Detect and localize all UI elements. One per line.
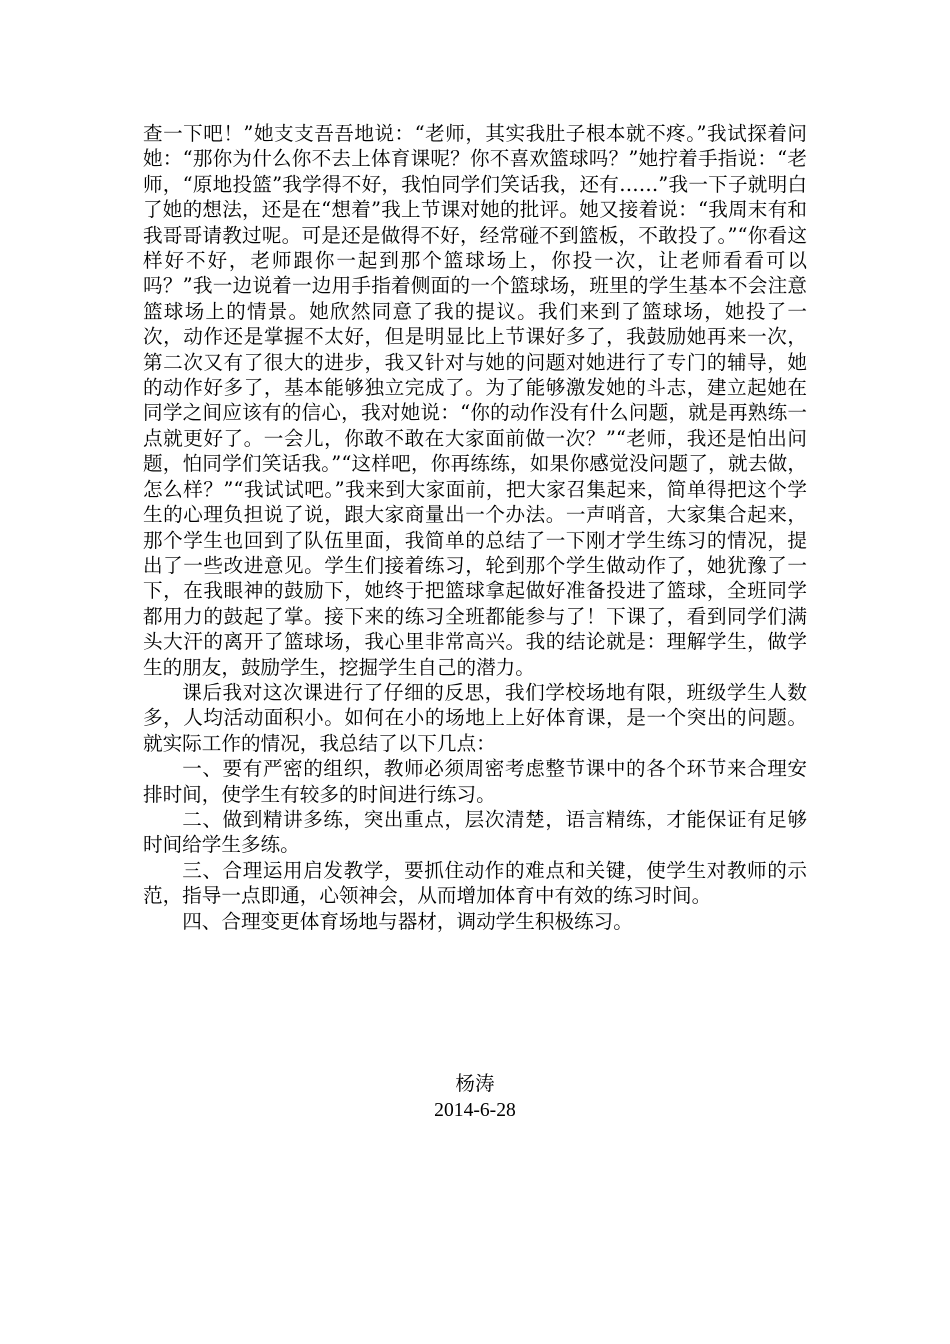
paragraph-point-2: 二、做到精讲多练，突出重点，层次清楚，语言精练，才能保证有足够时间给学生多练。 <box>143 807 807 857</box>
paragraph-story: 查一下吧！”她支支吾吾地说：“老师，其实我肚子根本就不疼。”我试探着问她：“那你为什么你不去上体育课呢？你不喜欢篮球吗？”她拧着手指说：“老师，“原地投篮”我学得不好，我怕同学们笑话我，还有……”我一下子就明白了她的想法，还是在“想着”我上节课对她的批评。她又接着说：“我周末有和我哥哥请教过呢。可是还是做得不好，经常碰不到篮板，不敢投了。”“你看这样好不好，老师跟你一起到那个篮球场上，你投一次，让老师看看可以吗？”我一边说着一边用手指着侧面的一个篮球场，班里的学生基本不会注意篮球场上的情景。她欣然同意了我的提议。我们来到了篮球场，她投了一次，动作还是掌握不太好，但是明显比上节课好多了，我鼓励她再来一次，第二次又有了很大的进步，我又针对与她的问题对她进行了专门的辅导，她的动作好多了，基本能够独立完成了。为了能够激发她的斗志，建立起她在同学之间应该有的信心，我对她说：“你的动作没有什么问题，就是再熟练一点就更好了。一会儿，你敢不敢在大家面前做一次？”“老师，我还是怕出问题，怕同学们笑话我。”“这样吧，你再练练，如果你感觉没问题了，就去做，怎么样？”“我试试吧。”我来到大家面前，把大家召集起来，简单得把这个学生的心理负担说了说，跟大家商量出一个办法。一声哨音，大家集合起来，那个学生也回到了队伍里面，我简单的总结了一下刚才学生练习的情况，提出了一些改进意见。学生们接着练习，轮到那个学生做动作了，她犹豫了一下，在我眼神的鼓励下，她终于把篮球拿起做好准备投进了篮球，全班同学都用力的鼓起了掌。接下来的练习全班都能参与了！下课了，看到同学们满头大汗的离开了篮球场，我心里非常高兴。我的结论就是：理解学生，做学生的朋友，鼓励学生，挖掘学生自己的潜力。 <box>143 122 807 679</box>
document-body <box>143 121 807 934</box>
signature-name: 杨涛 <box>455 1074 495 1095</box>
paragraph-point-3: 三、合理运用启发教学，要抓住动作的难点和关键，使学生对教师的示范，指导一点即通，心领神会，从而增加体育中有效的练习时间。 <box>143 858 807 908</box>
paragraph-point-4: 四、合理变更体育场地与器材，调动学生积极练习。 <box>182 909 633 933</box>
paragraph-point-1: 一、要有严密的组织，教师必须周密考虑整节课中的各个环节来合理安排时间，使学生有较多的时间进行练习。 <box>143 757 807 806</box>
signature-date: 2014-6-28 <box>434 1100 516 1121</box>
paragraph-reflection: 课后我对这次课进行了仔细的反思，我们学校场地有限，班级学生人数多，人均活动面积小。如何在小的场地上上好体育课，是一个突出的问题。就实际工作的情况，我总结了以下几点： <box>143 680 807 755</box>
